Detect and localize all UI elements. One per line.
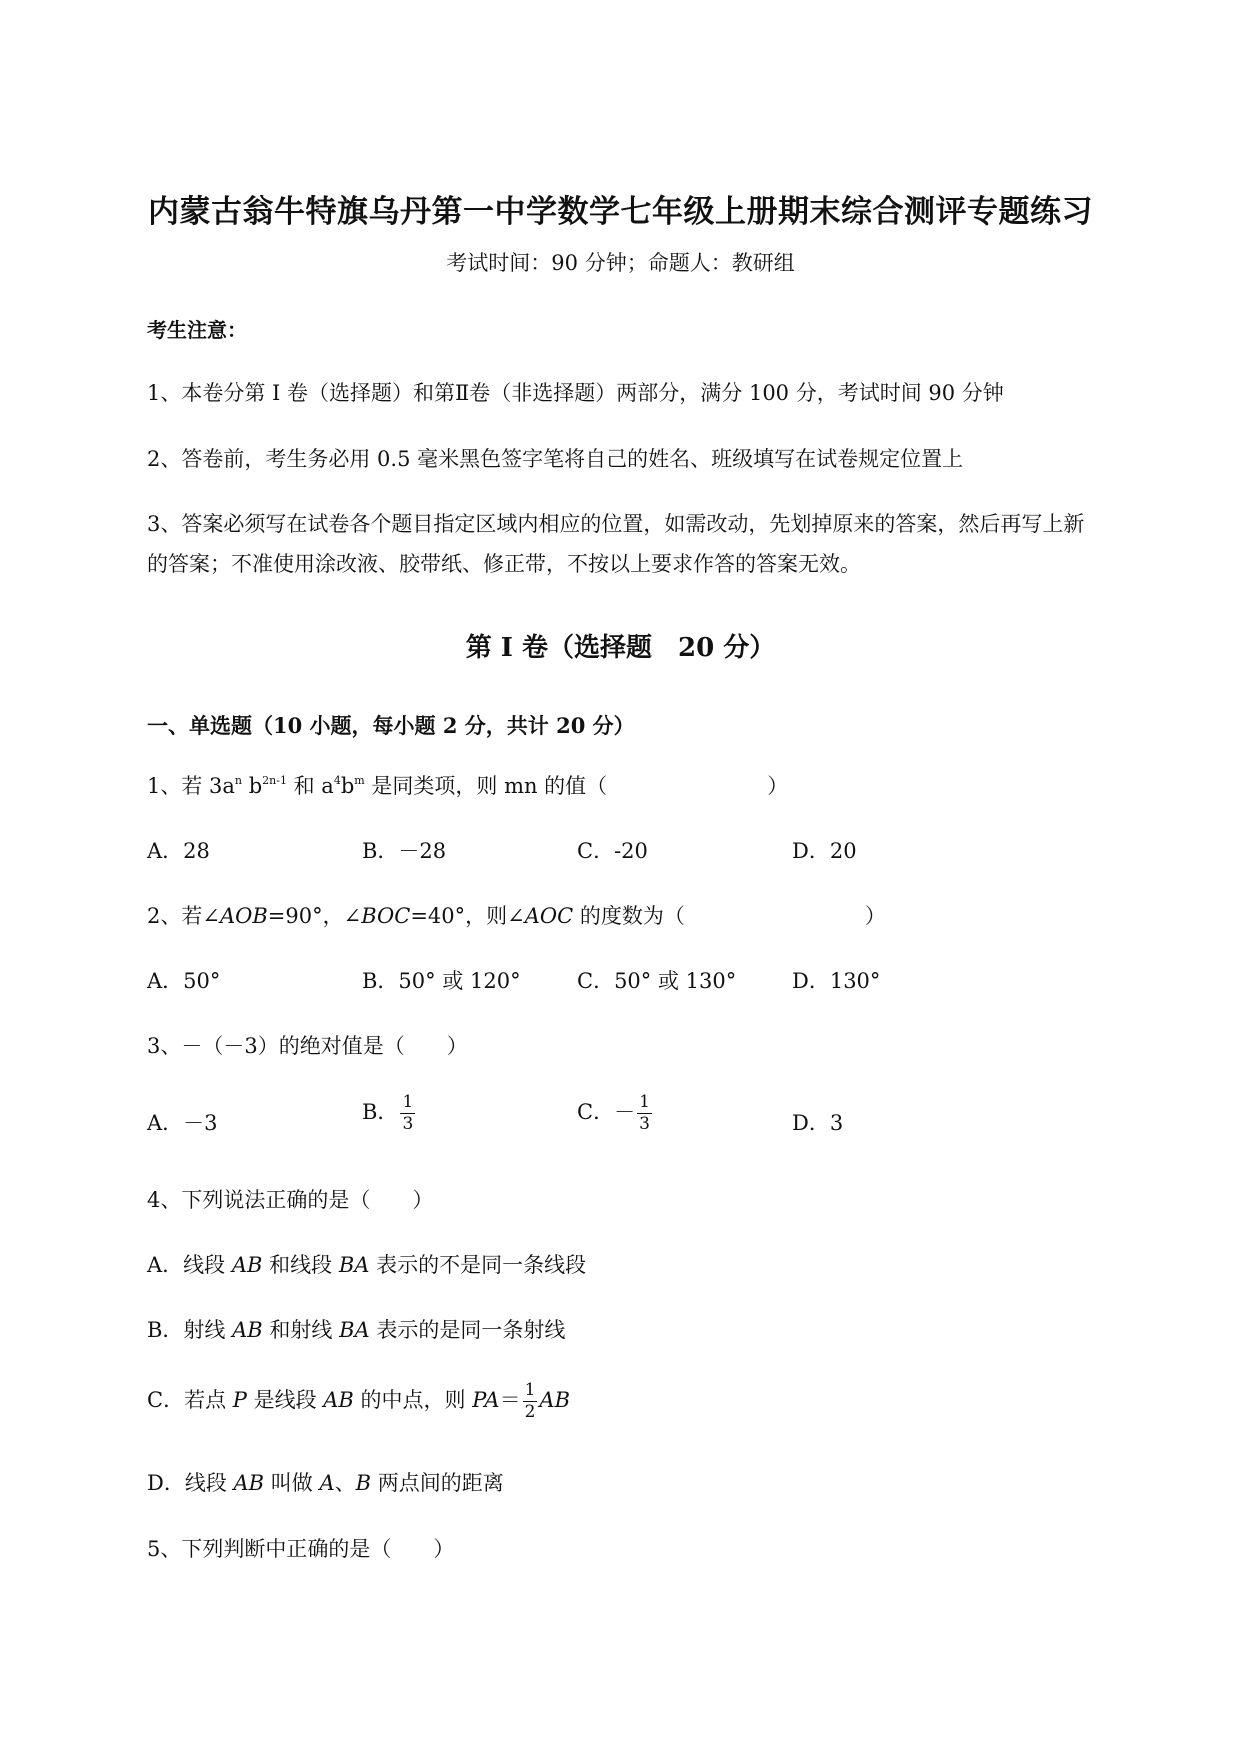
q4-c-fraction	[523, 1382, 538, 1421]
exam-title: 内蒙古翁牛特旗乌丹第一中学数学七年级上册期末综合测评专题练习	[148, 194, 1093, 230]
q4-option-d	[147, 1467, 504, 1497]
q2-suffix: 的度数为（	[573, 904, 685, 928]
fraction-denominator: 3	[639, 1114, 650, 1134]
notice-item-3: 3、答案必须写在试卷各个题目指定区域内相应的位置，如需改动，先划掉原来的答案，然后再写上新	[147, 512, 1085, 536]
q3-option-c	[577, 1094, 654, 1133]
q2-var-2: BOC	[361, 904, 411, 928]
q2-var-1: AOB	[219, 904, 268, 928]
q4-d-var-3: B	[355, 1471, 372, 1495]
q3-option-c-fraction	[637, 1094, 652, 1133]
q2-option-d: D．130°	[792, 969, 881, 993]
q2-mid-2: =40°，则∠	[410, 904, 525, 928]
q2-var-3: AOC	[524, 904, 574, 928]
q4-b-mid: 和射线	[262, 1318, 340, 1342]
q4-a-var-1: AB	[231, 1253, 263, 1277]
q2-mid-1: =90°，∠	[267, 904, 362, 928]
q1-suffix: 是同类项，则 mn 的值（	[364, 774, 608, 798]
q4-b-prefix: B．射线	[147, 1318, 233, 1342]
q3-option-a: A．－3	[147, 1111, 218, 1135]
q4-b-var-2: BA	[339, 1318, 370, 1342]
q1-close: ）	[767, 774, 789, 798]
q4-a-suffix: 表示的不是同一条线段	[369, 1253, 587, 1277]
q4-c-equals: ＝	[499, 1388, 521, 1412]
notice-label: 考生注意：	[147, 318, 247, 342]
q4-c-var-4: AB	[539, 1388, 571, 1412]
q4-a-var-2: BA	[338, 1253, 370, 1277]
q1-mid-1: b	[242, 774, 263, 798]
fraction-numerator: 1	[524, 1380, 536, 1400]
q4-c-mid: 是线段	[246, 1388, 324, 1412]
q1-prefix: 1、若 3a	[147, 774, 235, 798]
question-2	[147, 900, 886, 930]
q2-option-c: C．50° 或 130°	[577, 969, 737, 993]
q2-option-a: A．50°	[147, 969, 221, 993]
q4-c-var-3: PA	[472, 1388, 500, 1412]
question-3: 3、－（－3）的绝对值是（ ）	[147, 1034, 468, 1058]
q4-d-separator: 、	[334, 1471, 356, 1495]
q4-option-a	[147, 1249, 586, 1279]
q4-c-var-2: AB	[323, 1388, 354, 1412]
q3-option-b-fraction	[400, 1094, 415, 1133]
q3-option-d: D．3	[792, 1111, 844, 1135]
q4-d-mid: 叫做	[264, 1471, 320, 1495]
q4-b-var-1: AB	[232, 1318, 263, 1342]
q4-c-var-1: P	[232, 1388, 247, 1412]
q4-a-prefix: A．线段	[147, 1253, 232, 1277]
notice-item-2: 2、答卷前，考生务必用 0.5 毫米黑色签字笔将自己的姓名、班级填写在试卷规定位置上	[147, 447, 964, 471]
q4-c-prefix: C．若点	[147, 1388, 233, 1412]
q2-prefix: 2、若∠	[147, 904, 220, 928]
q4-d-suffix: 两点间的距离	[371, 1471, 504, 1495]
q1-option-c: C．-20	[577, 839, 648, 863]
q4-c-mid-2: 的中点，则	[353, 1388, 473, 1412]
notice-item-1: 1、本卷分第 I 卷（选择题）和第Ⅱ卷（非选择题）两部分，满分 100 分，考试时间 90 分钟	[147, 381, 1004, 405]
q4-option-c	[147, 1382, 570, 1421]
fraction-numerator: 1	[402, 1092, 414, 1112]
exam-subtitle: 考试时间：90 分钟；命题人：教研组	[446, 251, 795, 275]
q1-option-a: A．28	[147, 839, 210, 863]
q2-close: ）	[864, 904, 886, 928]
part-title: 一、单选题（10 小题，每小题 2 分，共计 20 分）	[147, 713, 635, 738]
q1-mid-2: 和 a	[286, 774, 334, 798]
q3-option-b	[362, 1094, 417, 1133]
notice-item-3-continued: 的答案；不准使用涂改液、胶带纸、修正带，不按以上要求作答的答案无效。	[147, 552, 861, 576]
fraction-denominator: 2	[524, 1402, 536, 1422]
q1-sup-1: n	[234, 774, 243, 787]
q4-option-b	[147, 1314, 565, 1344]
question-4: 4、下列说法正确的是（ ）	[147, 1188, 434, 1212]
q3-option-c-prefix: C．－	[577, 1100, 636, 1124]
q4-b-suffix: 表示的是同一条射线	[369, 1318, 566, 1342]
q1-sup-2: 2n-1	[262, 774, 287, 787]
q1-mid-3: b	[340, 774, 355, 798]
q4-d-var-2: A	[319, 1471, 335, 1495]
q4-d-prefix: D．线段	[147, 1471, 234, 1495]
question-5: 5、下列判断中正确的是（ ）	[147, 1537, 455, 1561]
q1-sup-4: m	[354, 774, 365, 787]
q4-d-var-1: AB	[233, 1471, 265, 1495]
fraction-numerator: 1	[639, 1092, 650, 1112]
q2-option-b: B．50° 或 120°	[362, 969, 521, 993]
question-1	[147, 770, 788, 800]
fraction-denominator: 3	[402, 1114, 414, 1134]
q3-option-b-prefix: B．	[362, 1100, 399, 1124]
q4-a-mid: 和线段	[262, 1253, 339, 1277]
q1-option-d: D．20	[792, 839, 857, 863]
q1-option-b: B．－28	[362, 839, 447, 863]
section-title: 第 I 卷（选择题 20 分）	[465, 633, 776, 663]
q1-sup-3: 4	[333, 774, 341, 787]
